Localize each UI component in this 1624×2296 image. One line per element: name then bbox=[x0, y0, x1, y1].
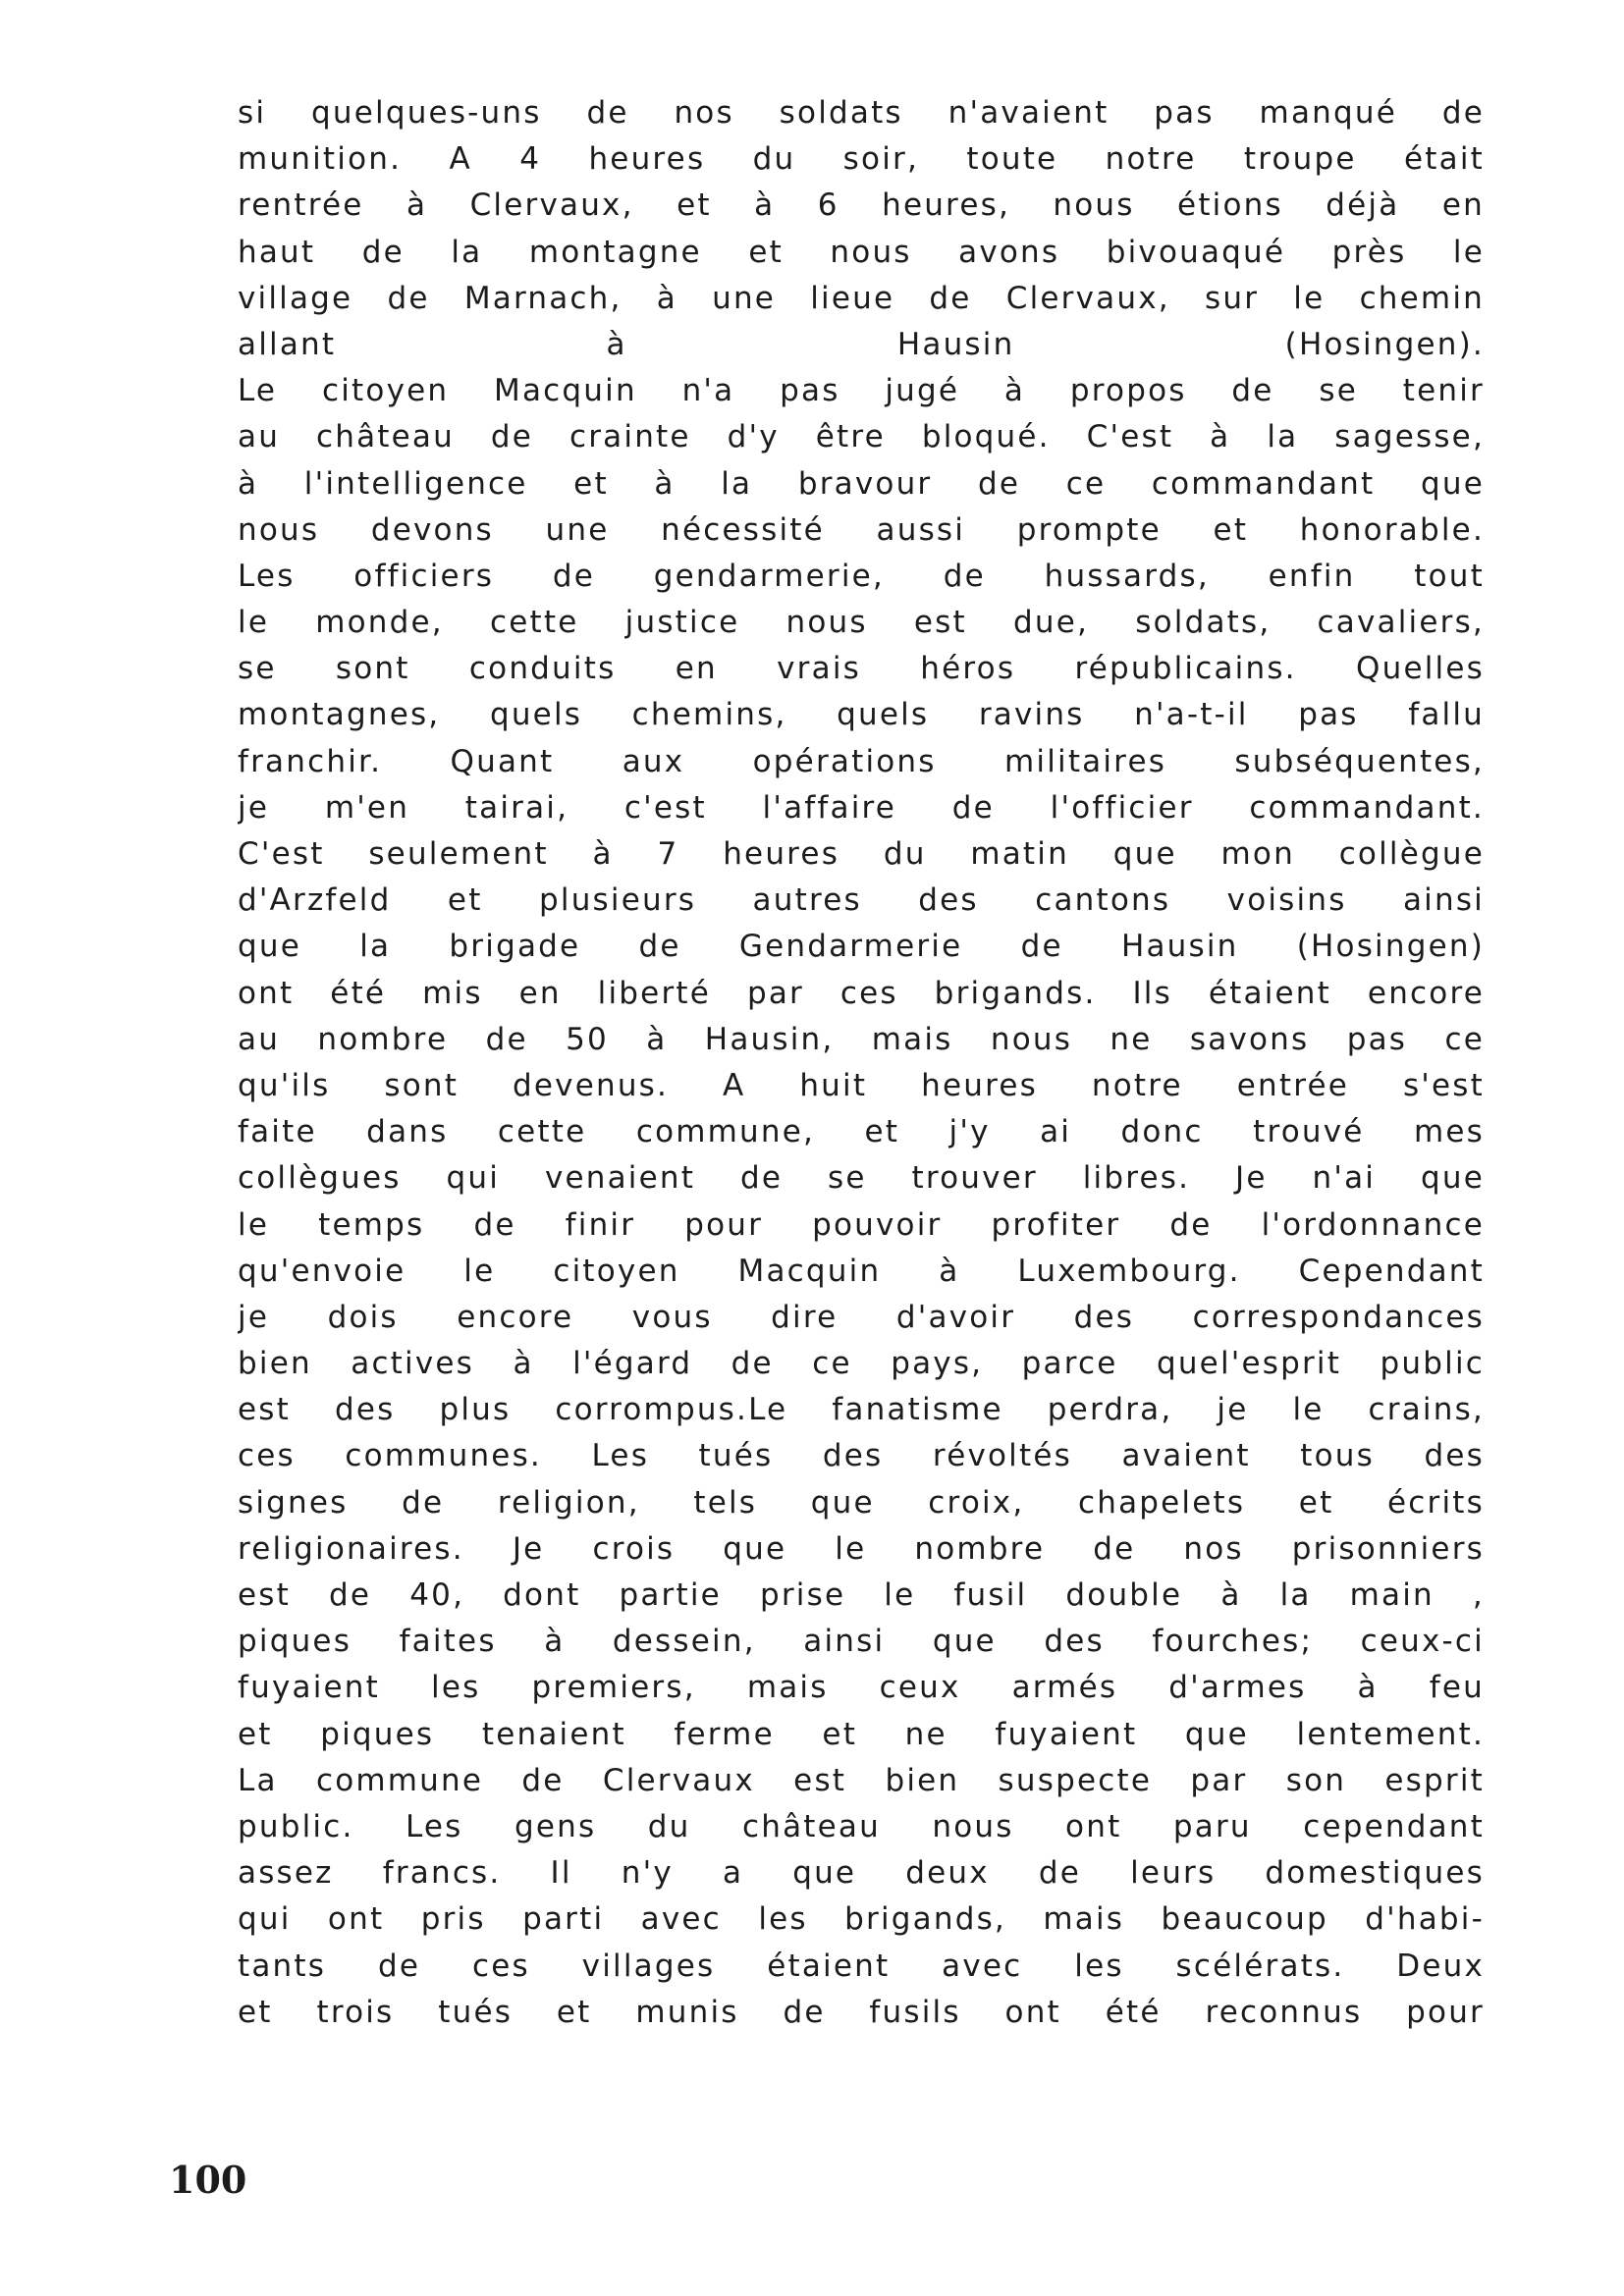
text-line: qui ont pris parti avec les brigands, mais beaucoup d'habi- bbox=[238, 1901, 1485, 1938]
text-line: signes de religion, tels que croix, chapelets et écrits bbox=[238, 1484, 1485, 1521]
text-line: rentrée à Clervaux, et à 6 heures, nous étions déjà en bbox=[238, 187, 1485, 224]
text-line: je dois encore vous dire d'avoir des correspondances bbox=[238, 1299, 1485, 1335]
text-line: faite dans cette commune, et j'y ai donc trouvé mes bbox=[238, 1114, 1485, 1150]
text-line: qu'ils sont devenus. A huit heures notre entrée s'est bbox=[238, 1067, 1485, 1103]
text-line: est des plus corrompus.Le fanatisme perdra, je le crains, bbox=[238, 1392, 1485, 1428]
text-line: ces communes. Les tués des révoltés avaient tous des bbox=[238, 1438, 1485, 1474]
text-line: le temps de finir pour pouvoir profiter de l'ordonnance bbox=[238, 1206, 1485, 1243]
text-line: tants de ces villages étaient avec les scélérats. Deux bbox=[238, 1948, 1485, 1984]
text-line: ont été mis en liberté par ces brigands. Ils étaient encore bbox=[238, 975, 1485, 1011]
text-line: se sont conduits en vrais héros républicains. Quelles bbox=[238, 651, 1485, 687]
text-line: munition. A 4 heures du soir, toute notre troupe était bbox=[238, 141, 1485, 178]
text-line: Les officiers de gendarmerie, de hussards, enfin tout bbox=[238, 558, 1485, 594]
text-line: et piques tenaient ferme et ne fuyaient que lentement. bbox=[238, 1716, 1485, 1752]
text-line: religionaires. Je crois que le nombre de nos prisonniers bbox=[238, 1530, 1485, 1567]
text-line: qu'envoie le citoyen Macquin à Luxembourg. Cependant bbox=[238, 1253, 1485, 1289]
text-line: le monde, cette justice nous est due, soldats, cavaliers, bbox=[238, 605, 1485, 641]
page-number: 100 bbox=[169, 2158, 247, 2202]
text-line: C'est seulement à 7 heures du matin que mon collègue bbox=[238, 836, 1485, 872]
text-line: piques faites à dessein, ainsi que des fourches; ceux-ci bbox=[238, 1624, 1485, 1660]
body-text bbox=[238, 90, 1485, 2036]
text-line: public. Les gens du château nous ont paru cependant bbox=[238, 1808, 1485, 1844]
text-line: je m'en tairai, c'est l'affaire de l'officier commandant. bbox=[238, 789, 1485, 826]
text-line: nous devons une nécessité aussi prompte et honorable. bbox=[238, 511, 1485, 548]
text-line: collègues qui venaient de se trouver libres. Je n'ai que bbox=[238, 1160, 1485, 1197]
text-line: et trois tués et munis de fusils ont été reconnus pour bbox=[238, 1994, 1485, 2030]
text-line: au château de crainte d'y être bloqué. C'est à la sagesse, bbox=[238, 419, 1485, 455]
text-line: montagnes, quels chemins, quels ravins n'a-t-il pas fallu bbox=[238, 697, 1485, 733]
text-line: Le citoyen Macquin n'a pas jugé à propos de se tenir bbox=[238, 373, 1485, 409]
text-line: d'Arzfeld et plusieurs autres des cantons voisins ainsi bbox=[238, 882, 1485, 919]
text-line: village de Marnach, à une lieue de Clervaux, sur le chemin bbox=[238, 280, 1485, 316]
text-line: allant à Hausin (Hosingen). bbox=[238, 326, 1485, 362]
text-line: fuyaient les premiers, mais ceux armés d'armes à feu bbox=[238, 1670, 1485, 1706]
text-line: est de 40, dont partie prise le fusil double à la main , bbox=[238, 1577, 1485, 1613]
text-line: que la brigade de Gendarmerie de Hausin (Hosingen) bbox=[238, 929, 1485, 965]
text-line: La commune de Clervaux est bien suspecte par son esprit bbox=[238, 1762, 1485, 1798]
text-line: bien actives à l'égard de ce pays, parce quel'esprit public bbox=[238, 1346, 1485, 1382]
text-line: à l'intelligence et à la bravour de ce commandant que bbox=[238, 465, 1485, 502]
text-line: haut de la montagne et nous avons bivouaqué près le bbox=[238, 234, 1485, 270]
text-line: si quelques-uns de nos soldats n'avaient pas manqué de bbox=[238, 95, 1485, 131]
text-line: au nombre de 50 à Hausin, mais nous ne savons pas ce bbox=[238, 1021, 1485, 1057]
text-line: franchir. Quant aux opérations militaires subséquentes, bbox=[238, 743, 1485, 779]
text-line: assez francs. Il n'y a que deux de leurs domestiques bbox=[238, 1855, 1485, 1892]
